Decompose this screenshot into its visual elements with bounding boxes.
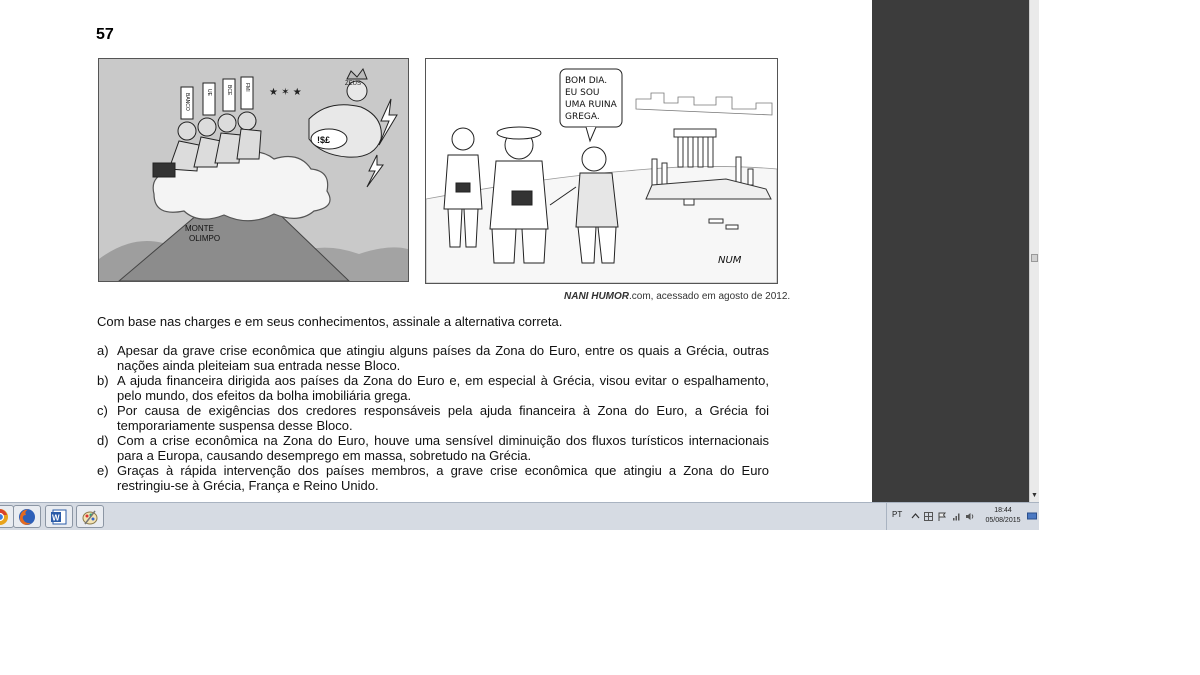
mountain-label-olimpo: OLIMPO: [189, 234, 221, 243]
clock-time: 18:44: [994, 507, 1012, 514]
cartoon-olympus-drawing: [99, 59, 408, 281]
speech-line-4: GREGA.: [565, 112, 600, 122]
alternative-b: [97, 373, 769, 403]
action-center-flag-icon[interactable]: [938, 512, 947, 521]
alternative-a: [97, 343, 769, 373]
scrollbar-thumb[interactable]: [1031, 254, 1038, 262]
question-prompt: Com base nas charges e em seus conhecimentos, assinale a alternativa correta.: [97, 314, 563, 329]
question-number: 57: [96, 26, 114, 43]
show-hidden-icons-icon[interactable]: [911, 512, 920, 521]
paint-icon: [81, 508, 99, 526]
alternative-text: Por causa de exigências dos credores responsáveis pela ajuda financeira à Zona do Euro, a Grécia foi temporariamente suspensa desse Bloco.: [117, 403, 769, 433]
alternative-letter: d): [97, 433, 109, 448]
word-icon: [50, 508, 68, 526]
chrome-icon: [0, 508, 9, 526]
taskbar-app-chrome[interactable]: [0, 505, 14, 528]
alternatives-list: [97, 343, 769, 493]
cartoon-signature: NUM: [718, 255, 742, 266]
speech-line-2: EU SOU: [565, 88, 600, 98]
taskbar-app-paint[interactable]: [76, 505, 104, 528]
alternative-d: [97, 433, 769, 463]
alternative-text: Com a crise econômica na Zona do Euro, houve uma sensível diminuição dos fluxos turísticos internacionais para a Europa, causando desemprego em massa, sobretudo na Grécia.: [117, 433, 769, 463]
vertical-scrollbar[interactable]: [1029, 0, 1039, 502]
sign-fmi: FMI: [244, 83, 250, 92]
mountain-label-monte: MONTE: [185, 224, 214, 233]
alternative-e: [97, 463, 769, 493]
taskbar-app-firefox[interactable]: [13, 505, 41, 528]
speech-line-1: BOM DIA.: [565, 76, 608, 86]
scroll-down-arrow-icon[interactable]: ▼: [1031, 492, 1038, 499]
language-indicator[interactable]: PT: [892, 510, 903, 519]
credit-text: .com, acessado em agosto de 2012.: [629, 291, 791, 302]
zeus-shout: !$£: [317, 135, 331, 145]
system-tray: [886, 503, 1040, 530]
cartoon-greek-ruin: [425, 58, 778, 284]
firefox-icon: [18, 508, 36, 526]
cartoon-ruin-drawing: [426, 59, 777, 283]
alternative-text: Apesar da grave crise econômica que atingiu alguns países da Zona do Euro, entre os quais a Grécia, outras nações ainda pleiteiam sua entrada nesse Bloco.: [117, 343, 769, 373]
svg-text:W: W: [52, 513, 60, 522]
alternative-c: [97, 403, 769, 433]
taskbar-app-word[interactable]: [45, 505, 73, 528]
speech-line-3: UMA RUINA: [565, 100, 617, 110]
alternative-letter: a): [97, 343, 109, 358]
alternative-letter: c): [97, 403, 108, 418]
network-icon[interactable]: [952, 512, 961, 521]
sign-banco: BANCO: [184, 93, 190, 111]
credit-brand: NANI HUMOR: [564, 291, 629, 302]
alternative-letter: e): [97, 463, 109, 478]
image-credit: [564, 291, 790, 302]
svg-text:★ ✶ ★: ★ ✶ ★: [269, 87, 302, 98]
sign-ue: UE: [206, 89, 212, 96]
cartoon-olympus: [98, 58, 409, 282]
sign-bce: BCE: [226, 85, 232, 96]
clock[interactable]: [979, 506, 1027, 526]
clock-date: 05/08/2015: [985, 517, 1021, 524]
volume-icon[interactable]: [965, 512, 974, 521]
alternative-text: A ajuda financeira dirigida aos países da Zona do Euro e, em especial à Grécia, visou evitar o espalhamento, pelo mundo, dos efeitos da bolha imobiliária grega.: [117, 373, 769, 403]
show-desktop-icon[interactable]: [1027, 512, 1037, 521]
windows-flag-icon[interactable]: [924, 512, 933, 521]
viewer-background-panel: [872, 0, 1029, 502]
zeus-label: ZEUS: [345, 81, 362, 87]
alternative-letter: b): [97, 373, 109, 388]
alternative-text: Graças à rápida intervenção dos países membros, a grave crise econômica que atingiu a Zona do Euro restringiu-se à Grécia, França e Reino Unido.: [117, 463, 769, 493]
taskbar: [0, 502, 1039, 530]
